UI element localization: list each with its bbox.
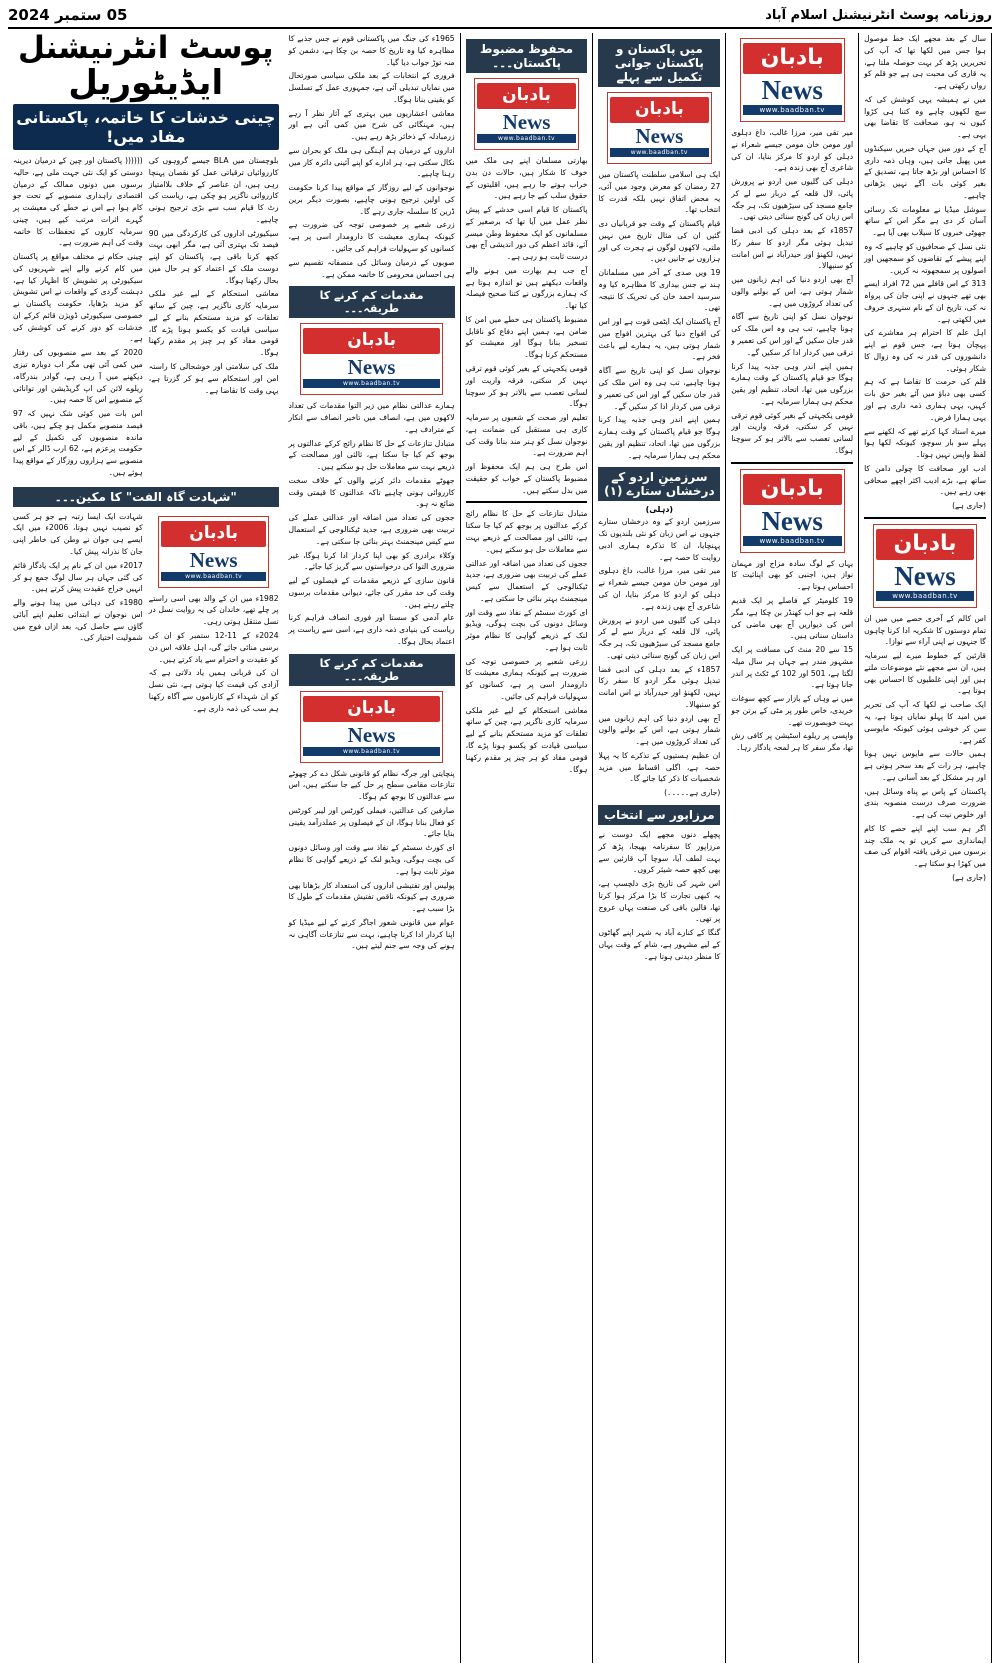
ad-brand-name: بادبان [743, 474, 842, 505]
issue-date: 05 ستمبر 2024 [8, 6, 128, 24]
ad-news-word: News [347, 355, 396, 380]
left-column-body-lower: اس کالم کے آخری حصے میں میں ان تمام دوستوں کا شکریہ ادا کرنا چاہوں گا جنہوں نے اپنی آراء سے نوازا۔ قارئین کے خطوط میرے لیے سرمایہ ہیں، ان سے مجھے نئے موضوعات ملتے ہیں اور اپنی غلطیوں کا احساس بھی ہوتا ہے۔ ایک صاحب نے لکھا کہ آپ کی تحریر میں امید کا پہلو نمایاں ہوتا ہے، یہ سن کر خوشی ہوئی کیونکہ مایوسی کفر ہے۔ ہمیں حالات سے مایوس نہیں ہونا چاہیے، ہر رات کے بعد سحر ہوتی ہے اور ہر مشکل کے بعد آسانی ہے۔ پاکستان کے پاس بے پناہ وسائل ہیں، ضرورت صرف درست منصوبہ بندی اور خلوص نیت کی ہے۔ اگر ہم سب اپنے اپنے حصے کا کام ایمانداری سے کریں تو یہ ملک چند برسوں میں ترقی یافتہ اقوام کی صف میں کھڑا ہو سکتا ہے۔ (جاری ہے) [864, 613, 986, 882]
advertisement-badban-7[interactable] [740, 469, 845, 553]
muqadmat-2-body: پنچایتی اور جرگہ نظام کو قانونی شکل دے کر چھوٹے تنازعات مقامی سطح پر حل کیے جا سکتے ہیں، اس سے عدالتوں کا بوجھ کم ہوگا۔ صارفین کی عدالتیں، فیملی کورٹس اور لیبر کورٹس کو فعال بنانا ہوگا، ان کے فیصلوں پر عملدرآمد یقینی بنایا جائے۔ ای کورٹ سسٹم کے نفاذ سے وقت اور وسائل دونوں کی بچت ہوگی، ویڈیو لنک کے ذریعے گواہی کا نظام موثر ثابت ہوا ہے۔ پولیس اور تفتیشی اداروں کی استعداد کار بڑھانا بھی ضروری ہے کیونکہ ناقص تفتیش مقدمات کے طول کا بڑا سبب ہے۔ عوام میں قانونی شعور اجاگر کرنے کے لیے میڈیا کو اپنا کردار ادا کرنا چاہیے، بہت سے تنازعات آگاہی نہ ہونے کی وجہ سے جنم لیتے ہیں۔ [288, 768, 455, 951]
section-header-muqadmat-2: مقدمات کم کرنے کا طریقہ۔۔۔ [289, 654, 455, 686]
advertisement-badban-5[interactable] [607, 92, 712, 164]
ad-website-url: www.baadban.tv [161, 572, 267, 581]
editorial-body-a: (((((( پاکستان اور چین کے درمیان دیرینہ دوستی کو ایک نئی جہت ملی ہے، حالیہ برسوں میں دونوں ممالک کے درمیان اقتصادی راہداری منصوبے کے تحت جو کام ہوا ہے اس نے خطے کی معیشت پر گہرے اثرات مرتب کیے ہیں، چینی سرمایہ کاروں کے تحفظات کا خاتمہ وقت کی اہم ضرورت ہے۔ چینی حکام نے مختلف مواقع پر پاکستان میں کام کرنے والے اپنے شہریوں کی سیکیورٹی پر تشویش کا اظہار کیا ہے، دہشت گردی کے واقعات نے اس تشویش کو مزید بڑھایا، حکومت پاکستان نے خصوصی سیکیورٹی ڈویژن قائم کرکے ان خدشات کو دور کرنے کی کوشش کی ہے۔ 2020 کے بعد سے منصوبوں کی رفتار میں کمی آئی تھی مگر اب دوبارہ تیزی دیکھنے میں آ رہی ہے، گوادر بندرگاہ، ریلوے لائن کی اپ گریڈیشن اور توانائی کے منصوبے اس کا حصہ ہیں۔ اس بات میں کوئی شک نہیں کہ 97 فیصد منصوبے مکمل ہو چکے ہیں، باقی ماندہ منصوبوں کی تکمیل کے لیے حکومت پرعزم ہے، 62 ارب ڈالر کے اس منصوبے سے ہزاروں روزگار کے مواقع پیدا ہوئے ہیں۔ [13, 156, 143, 477]
sarzameen-body: سرزمین اردو کے وہ درخشاں ستارے جنہوں نے اس زبان کو نئی بلندیوں تک پہنچایا، ان کا تذکرہ ہماری ادبی روایت کا حصہ ہے۔ میر تقی میر، مرزا غالب، داغ دہلوی اور مومن خان مومن جیسے شعراء نے دہلی کو اردو کا مرکز بنایا، ان کی شاعری آج بھی زندہ ہے۔ دہلی کی گلیوں میں اردو نے پرورش پائی، لال قلعہ کے دربار سے لے کر جامع مسجد کی سیڑھیوں تک، ہر جگہ اس زبان کی گونج سنائی دیتی تھی۔ 1857ء کے بعد دہلی کی ادبی فضا تبدیل ہوئی مگر اردو کا سفر رکا نہیں، لکھنؤ اور حیدرآباد نے اس امانت کو سنبھالا۔ آج بھی اردو دنیا کی اہم زبانوں میں شمار ہوتی ہے، اس کے بولنے والوں کی تعداد کروڑوں میں ہے۔ ان عظیم ہستیوں کے تذکرے کا یہ پہلا حصہ ہے، اگلی اقساط میں مزید شخصیات کا ذکر کیا جائے گا۔ (جاری ہے۔۔۔۔۔) [598, 517, 721, 798]
shahadat-body-b: بادبان News www.baadban.tv 1982ء میں ان کے والد بھی اسی راستے پر چلے تھے، خاندان کی یہ روایت نسل در نسل منتقل ہوتی رہی۔ 2024ء کے 11-12 ستمبر کو ان کی برسی منائی جائے گی، اہل علاقہ اس دن کو عقیدت و احترام سے یاد کرتے ہیں۔ ان کی قربانی ہمیں یاد دلاتی ہے کہ آزادی کی قیمت کیا ہوتی ہے، نئی نسل کو ان شہداء کے کارناموں سے آگاہ رکھنا ہم سب کی ذمہ داری ہے۔ [149, 511, 279, 717]
column-editorial [8, 33, 284, 1663]
advertisement-badban-4[interactable] [474, 78, 579, 150]
section-header-muqadmat-1: مقدمات کم کرنے کا طریقہ۔۔۔ [289, 286, 455, 318]
shahadat-body-a: شہادت ایک ایسا رتبہ ہے جو ہر کسی کو نصیب نہیں ہوتا، 2006ء میں ایک ایسے ہی جوان نے وطن کی خاطر اپنی جان کا نذرانہ پیش کیا۔ 2017ء میں ان کے نام پر ایک یادگار قائم کی گئی جہاں ہر سال لوگ جمع ہو کر انہیں خراج عقیدت پیش کرتے ہیں۔ 1980ء کی دہائی میں پیدا ہونے والے اس نوجوان نے ابتدائی تعلیم اپنے آبائی گاؤں سے حاصل کی، بعد ازاں فوج میں شمولیت اختیار کی۔ [13, 511, 143, 643]
advertisement-badban-3[interactable] [300, 691, 443, 763]
divider-rule [466, 501, 588, 503]
ad-website-url: www.baadban.tv [303, 379, 440, 388]
advertisement-badban-8[interactable] [873, 524, 978, 608]
ad-news-word: News [189, 547, 238, 572]
ad-website-url: www.baadban.tv [743, 536, 842, 546]
column-five [726, 33, 859, 1663]
ad-website-url: www.baadban.tv [743, 105, 842, 115]
ad-news-word: News [761, 75, 823, 105]
column-grid [8, 33, 992, 1663]
publication-line: روزنامہ پوسٹ انٹرنیشنل اسلام آباد [765, 7, 992, 23]
mirzapur-body-lower: یہاں کے لوگ سادہ مزاج اور مہمان نواز ہیں، اجنبی کو بھی اپنائیت کا احساس ہوتا ہے۔ 19 کلومیٹر کے فاصلے پر ایک قدیم قلعہ ہے جو اب کھنڈر بن چکا ہے، مگر اس کی دیواریں آج بھی ماضی کی داستان سناتی ہیں۔ 15 سے 20 منٹ کی مسافت پر ایک مشہور مندر ہے جہاں ہر سال میلہ لگتا ہے، 501 اور 102 کے ٹکٹ پر اندر جانا ہوتا ہے۔ میں نے وہاں کے بازار سے کچھ سوغات خریدی، خاص طور پر مٹی کے برتن جو بہت خوبصورت تھے۔ واپسی پر ریلوے اسٹیشن پر کافی رش تھا، مگر سفر کا ہر لمحہ یادگار رہا۔ [731, 558, 854, 753]
ad-news-word: News [894, 560, 956, 591]
divider-rule-2 [731, 462, 853, 464]
paper-logo [13, 33, 279, 103]
logo-line-1: پوسٹ انٹرنیشنل [17, 33, 274, 66]
column-two [284, 33, 461, 1663]
ad-brand-name: بادبان [161, 521, 267, 547]
section-header-sarzameen: سرزمینِ اردو کے درخشاں ستارے (۱) [598, 467, 720, 501]
advertisement-badban-2[interactable] [300, 323, 443, 395]
ad-brand-name: بادبان [610, 97, 709, 123]
jawani-body: ایک ہی اسلامی سلطنت پاکستان میں 27 رمضان کو معرض وجود میں آئی، یہ محض اتفاق نہیں بلکہ قدرت کا انتخاب تھا۔ قیام پاکستان کے وقت جو قربانیاں دی گئیں ان کی مثال تاریخ میں نہیں ملتی، لاکھوں لوگوں نے ہجرت کی اور ہزاروں نے جانیں دیں۔ 19 ویں صدی کے آخر میں مسلمانان ہند نے جس بیداری کا مظاہرہ کیا وہ سرسید احمد خان کی تحریک کا نتیجہ تھی۔ آج پاکستان ایک ایٹمی قوت ہے اور اس کی افواج دنیا کی بہترین افواج میں شمار ہوتی ہیں، یہ ہمارے لیے باعث فخر ہے۔ نوجوان نسل کو اپنی تاریخ سے آگاہ ہونا چاہیے، تب ہی وہ اس ملک کی قدر جان سکیں گے اور اس کی تعمیر و ترقی میں کردار ادا کر سکیں گے۔ ہمیں اپنے اندر وہی جذبہ پیدا کرنا ہوگا جو قیام پاکستان کے وقت ہمارے بزرگوں میں تھا، اتحاد، تنظیم اور یقین محکم ہی ہمارا سرمایہ ہے۔ [598, 170, 721, 460]
sarzameen-byline: (دہلی) [645, 505, 674, 515]
ad-brand-name: بادبان [303, 696, 440, 722]
muqadmat-1-body: ہمارے عدالتی نظام میں زیر التوا مقدمات کی تعداد لاکھوں میں ہے، انصاف میں تاخیر انصاف سے انکار کے مترادف ہے۔ متبادل تنازعات کے حل کا نظام رائج کرکے عدالتوں پر بوجھ کم کیا جا سکتا ہے، ثالثی اور مصالحت کے ذریعے بہت سے معاملات حل ہو سکتے ہیں۔ جھوٹے مقدمات دائر کرنے والوں کے خلاف سخت کارروائی ہونی چاہیے تاکہ عدالتوں کا قیمتی وقت ضائع نہ ہو۔ ججوں کی تعداد میں اضافہ اور عدالتی عملے کی تربیت بھی ضروری ہے، جدید ٹیکنالوجی کے استعمال سے کیس مینجمنٹ بہتر بنائی جا سکتی ہے۔ وکلاء برادری کو بھی اپنا کردار ادا کرنا ہوگا، غیر ضروری التوا کی درخواستوں سے گریز کیا جائے۔ قانون سازی کے ذریعے مقدمات کے فیصلوں کے لیے وقت کی حد مقرر کی جائے، دیوانی مقدمات برسوں چلتے رہتے ہیں۔ عام آدمی کو سستا اور فوری انصاف فراہم کرنا ریاست کی بنیادی ذمہ داری ہے، اسی سے ریاست پر اعتماد بحال ہوگا۔ [288, 401, 455, 646]
section-header-shahadat: "شہادت گاہ الفت" کا مکین۔۔۔ [13, 487, 279, 507]
column-six [859, 33, 992, 1663]
mirzapur-body-upper: پچھلے دنوں مجھے ایک دوست نے مرزاپور کا سفرنامہ بھیجا، پڑھ کر بہت لطف آیا، سوچا آپ قارئین سے بھی کچھ حصہ شیئر کروں۔ اس شہر کی تاریخ بڑی دلچسپ ہے، یہ کبھی تجارت کا بڑا مرکز ہوا کرتا تھا، قالین بافی کی صنعت یہاں عروج پر تھی۔ گنگا کے کنارے آباد یہ شہر اپنے گھاٹوں کے لیے مشہور ہے، شام کے وقت یہاں کا منظر دیدنی ہوتا ہے۔ [598, 829, 721, 961]
advertisement-badban-6[interactable] [740, 38, 845, 122]
lead-headline: چینی خدشات کا خاتمہ، پاکستانی مفاد میں! [13, 104, 279, 150]
left-column-body-upper: سال کے بعد مجھے ایک خط موصول ہوا جس میں لکھا تھا کہ آپ کی تحریریں پڑھ کر بہت حوصلہ ملتا ہے، یہ قاری کی محبت ہی ہے جو قلم کو رواں رکھتی ہے۔ میں نے ہمیشہ یہی کوشش کی کہ سچ لکھوں چاہے وہ کتنا ہی کڑوا کیوں نہ ہو، صحافت کا تقاضا بھی یہی ہے۔ آج کے دور میں جہاں خبریں سیکنڈوں میں پھیل جاتی ہیں، وہاں ذمہ داری کا احساس اور بڑھ جاتا ہے، تصدیق کے بغیر کوئی بات آگے نہیں بڑھانی چاہیے۔ سوشل میڈیا نے معلومات تک رسائی آسان کر دی ہے مگر اس کے ساتھ جھوٹی خبروں کا سیلاب بھی آیا ہے۔ نئی نسل کے صحافیوں کو چاہیے کہ وہ اپنے پیشے کے تقاضوں کو سمجھیں اور اصولوں پر سمجھوتہ نہ کریں۔ 313 کے اس قافلے میں 72 افراد ایسے بھی تھے جنہوں نے اپنی جان کی پرواہ نہ کی، تاریخ ان کے نام سنہری حروف میں لکھتی ہے۔ اہل علم کا احترام ہر معاشرے کی پہچان ہوتا ہے، جس قوم نے اپنے دانشوروں کی قدر نہ کی وہ زوال کا شکار ہوئی۔ قلم کی حرمت کا تقاضا ہے کہ ہم کسی بھی دباؤ میں آئے بغیر حق بات کہیں، یہی ہماری ذمہ داری ہے اور یہی ہمارا فرض۔ میرے استاد کہا کرتے تھے کہ لکھنے سے پہلے سو بار سوچو، کیونکہ لکھا ہوا لفظ واپس نہیں ہوتا۔ ادب اور صحافت کا چولی دامن کا ساتھ ہے، بڑے ادیب اکثر اچھے صحافی بھی رہے ہیں۔ (جاری ہے) [864, 34, 986, 511]
ad-news-word: News [502, 110, 551, 134]
ad-website-url: www.baadban.tv [610, 148, 709, 157]
advertisement-badban-1[interactable] [158, 516, 270, 588]
col3-continued-body: متبادل تنازعات کے حل کا نظام رائج کرکے عدالتوں پر بوجھ کم کیا جا سکتا ہے، ثالثی اور مصالحت کے ذریعے بہت سے معاملات حل ہو سکتے ہیں۔ ججوں کی تعداد میں اضافہ اور عدالتی عملے کی تربیت بھی ضروری ہے، جدید ٹیکنالوجی کے استعمال سے کیس مینجمنٹ بہتر بنائی جا سکتی ہے۔ ای کورٹ سسٹم کے نفاذ سے وقت اور وسائل دونوں کی بچت ہوگی، ویڈیو لنک کے ذریعے گواہی کا نظام موثر ثابت ہوا ہے۔ زرعی شعبے پر خصوصی توجہ کی ضرورت ہے کیونکہ ہماری معیشت کا دارومدار اسی پر ہے، کسانوں کو سہولیات فراہم کی جائیں۔ معاشی استحکام کے لیے غیر ملکی سرمایہ کاری ناگزیر ہے، چین کے ساتھ تعلقات کو مزید مستحکم بنانے کے لیے سیاسی قیادت کو یکسو ہونا پڑے گا، قومی مفاد کو ہر چیز پر مقدم رکھنا ہوگا۔ [465, 509, 588, 774]
ad-brand-name: بادبان [876, 529, 975, 560]
ad-news-word: News [635, 124, 684, 148]
ad-news-word: News [761, 505, 823, 536]
ad-website-url: www.baadban.tv [477, 134, 576, 143]
section-header-mahfooz: محفوظ مضبوط پاکستان۔۔۔ [466, 39, 588, 73]
col5-body-upper: میر تقی میر، مرزا غالب، داغ دہلوی اور مومن خان مومن جیسے شعراء نے دہلی کو اردو کا مرکز بنایا، ان کی شاعری آج بھی زندہ ہے۔ دہلی کی گلیوں میں اردو نے پرورش پائی، لال قلعہ کے دربار سے لے کر جامع مسجد کی سیڑھیوں تک، ہر جگہ اس زبان کی گونج سنائی دیتی تھی۔ 1857ء کے بعد دہلی کی ادبی فضا تبدیل ہوئی مگر اردو کا سفر رکا نہیں، لکھنؤ اور حیدرآباد نے اس امانت کو سنبھالا۔ آج بھی اردو دنیا کی اہم زبانوں میں شمار ہوتی ہے، اس کے بولنے والوں کی تعداد کروڑوں میں ہے۔ نوجوان نسل کو اپنی تاریخ سے آگاہ ہونا چاہیے، تب ہی وہ اس ملک کی قدر جان سکیں گے اور اس کی تعمیر و ترقی میں کردار ادا کر سکیں گے۔ ہمیں اپنے اندر وہی جذبہ پیدا کرنا ہوگا جو قیام پاکستان کے وقت ہمارے بزرگوں میں تھا، اتحاد، تنظیم اور یقین محکم ہی ہمارا سرمایہ ہے۔ قومی یکجہتی کے بغیر کوئی قوم ترقی نہیں کر سکتی، فرقہ واریت اور لسانی تعصب سے بالاتر ہو کر سوچنا ہوگا۔ [731, 128, 854, 455]
ad-brand-name: بادبان [303, 328, 440, 354]
col2-top-body: 1965ء کی جنگ میں پاکستانی قوم نے جس جذبے کا مظاہرہ کیا وہ تاریخ کا حصہ بن چکا ہے، دشمن کو منہ توڑ جواب دیا گیا۔ فروری کے انتخابات کے بعد ملکی سیاسی صورتحال میں نمایاں تبدیلی آئی ہے، جمہوری عمل کے تسلسل کو یقینی بنانا ہوگا۔ معاشی اعشاریوں میں بہتری کے آثار نظر آ رہے ہیں، مہنگائی کی شرح میں کمی آئی ہے اور زرمبادلہ کے ذخائر بڑھ رہے ہیں۔ اداروں کے درمیان ہم آہنگی ہی ملک کو بحران سے نکال سکتی ہے، ہر ادارے کو اپنے آئینی دائرہ کار میں رہنا چاہیے۔ نوجوانوں کے لیے روزگار کے مواقع پیدا کرنا حکومت کی اولین ترجیح ہونی چاہیے، بصورت دیگر برین ڈرین کا سلسلہ جاری رہے گا۔ زرعی شعبے پر خصوصی توجہ کی ضرورت ہے کیونکہ ہماری معیشت کا دارومدار اسی پر ہے، کسانوں کو سہولیات فراہم کی جائیں۔ صوبوں کے درمیان وسائل کی منصفانہ تقسیم سے ہی احساس محرومی کا خاتمہ ممکن ہے۔ [288, 34, 455, 279]
mahfooz-body: بھارتی مسلمان اپنے ہی ملک میں خوف کا شکار ہیں، حالات دن بدن خراب ہوتے جا رہے ہیں، اقلیتوں کے حقوق سلب کیے جا رہے ہیں۔ پاکستان کا قیام اسی خدشے کے پیش نظر عمل میں آیا تھا کہ برصغیر کے مسلمانوں کو ایک محفوظ وطن میسر آئے، قائد اعظم کی دور اندیشی آج بھی درست ثابت ہو رہی ہے۔ آج جب ہم بھارت میں ہونے والے واقعات دیکھتے ہیں تو اندازہ ہوتا ہے کہ ہمارے بزرگوں نے کتنا صحیح فیصلہ کیا تھا۔ مضبوط پاکستان ہی خطے میں امن کا ضامن ہے، ہمیں اپنے دفاع کو ناقابل تسخیر بنانا ہوگا اور معیشت کو مستحکم کرنا ہوگا۔ قومی یکجہتی کے بغیر کوئی قوم ترقی نہیں کر سکتی، فرقہ واریت اور لسانی تعصب سے بالاتر ہو کر سوچنا ہوگا۔ تعلیم اور صحت کے شعبوں پر سرمایہ کاری ہی مستقبل کی ضمانت ہے، نوجوان نسل کو ہنر مند بنانا وقت کی اہم ضرورت ہے۔ اس طرح ہی ہم ایک محفوظ اور مضبوط پاکستان کے خواب کو حقیقت میں بدل سکتے ہیں۔ [465, 156, 588, 495]
divider-rule-3 [864, 517, 986, 519]
column-four [593, 33, 726, 1663]
column-three [461, 33, 594, 1663]
editorial-body-b: بلوچستان میں BLA جیسے گروہوں کی کارروائیاں ترقیاتی عمل کو نقصان پہنچا رہی ہیں، ان عناصر کے خلاف بلاامتیاز کارروائی ناگزیر ہو چکی ہے، ریاست کی رٹ کا قیام سب سے بڑی ترجیح ہونی چاہیے۔ سیکیورٹی اداروں کی کارکردگی میں 90 فیصد تک بہتری آئی ہے، مگر ابھی بہت کچھ کرنا باقی ہے، پاکستان کو اپنے دوست ملک کے اعتماد کو ہر حال میں بحال رکھنا ہوگا۔ معاشی استحکام کے لیے غیر ملکی سرمایہ کاری ناگزیر ہے، چین کے ساتھ تعلقات کو مزید مستحکم بنانے کے لیے سیاسی قیادت کو یکسو ہونا پڑے گا، قومی مفاد کو ہر چیز پر مقدم رکھنا ہوگا۔ ملک کی سلامتی اور خوشحالی کا راستہ امن اور استحکام سے ہو کر گزرتا ہے، یہی وقت کا تقاضا ہے۔ [148, 156, 279, 395]
ad-brand-name: بادبان [743, 43, 842, 74]
logo-line-2: ایڈیٹوریل [68, 63, 224, 103]
masthead [8, 6, 992, 29]
ad-news-word: News [347, 722, 396, 747]
section-header-mirzapur: مرزاپور سے انتخاب [598, 805, 720, 825]
ad-brand-name: بادبان [477, 83, 576, 109]
section-header-jawani: میں پاکستان و پاکستان جوانی تکمیل سے پہلے [598, 39, 720, 87]
ad-website-url: www.baadban.tv [876, 591, 975, 601]
ad-website-url: www.baadban.tv [303, 747, 440, 756]
